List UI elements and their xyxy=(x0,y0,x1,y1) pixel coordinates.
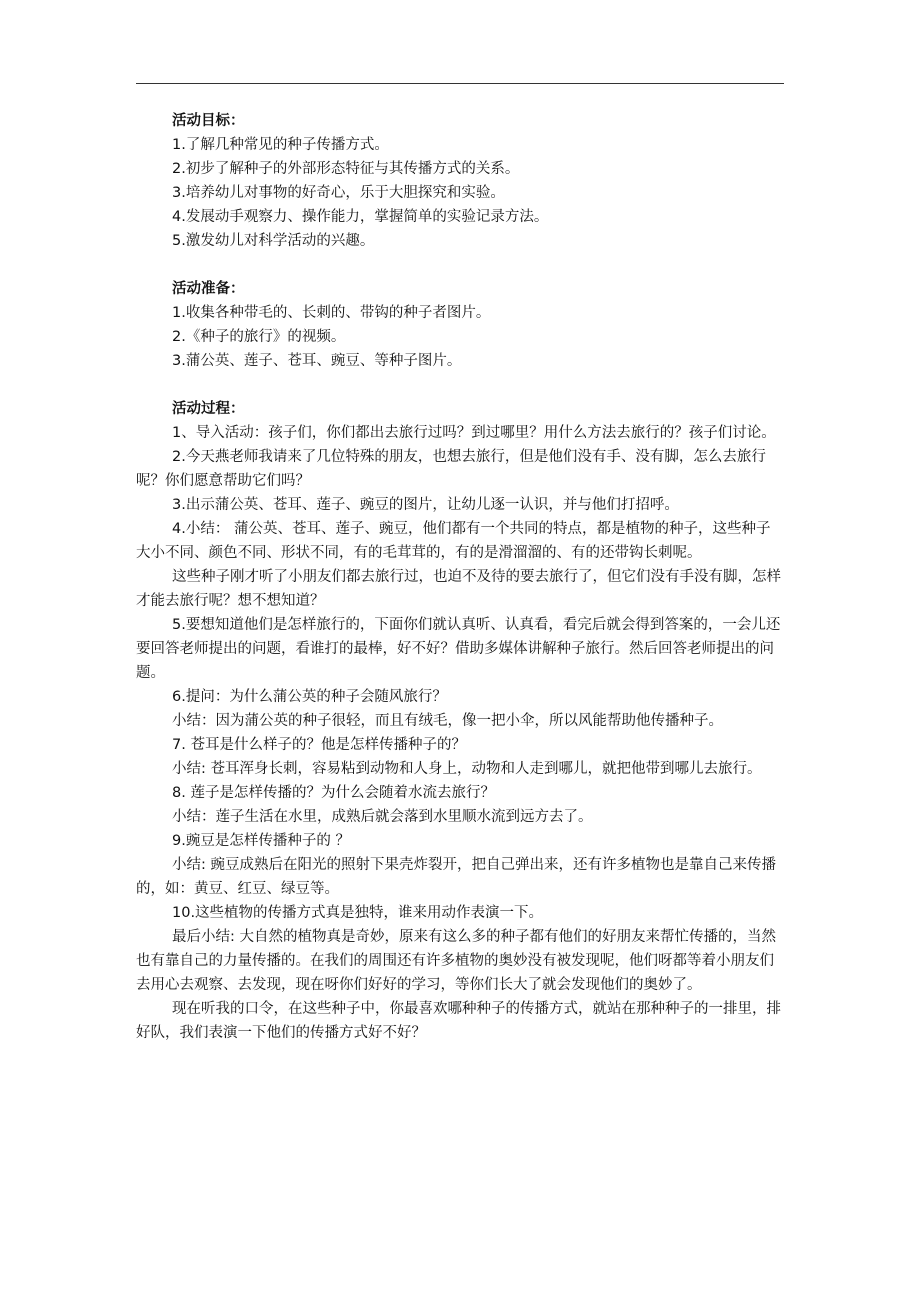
process-paragraph: 小结: 苍耳浑身长刺，容易粘到动物和人身上，动物和人走到哪儿，就把他带到哪儿去旅行。 xyxy=(172,761,762,777)
process-paragraph: 5.要想知道他们是怎样旅行的，下面你们就认真听、认真看，看完后就会得到答案的，一会儿还要回答老师提出的问题，看谁打的最棒，好不好？借助多媒体讲解种子旅行。然后回答老师提出的问题。 xyxy=(136,617,781,681)
goal-item: 4.发展动手观察力、操作能力，掌握简单的实验记录方法。 xyxy=(172,209,549,225)
goals-heading: 活动目标： xyxy=(172,113,245,129)
goal-item: 3.培养幼儿对事物的好奇心，乐于大胆探究和实验。 xyxy=(172,185,505,201)
process-paragraph: 8. 莲子是怎样传播的？为什么会随着水流去旅行？ xyxy=(172,785,495,801)
header-rule xyxy=(136,83,784,84)
prep-item: 2.《种子的旅行》的视频。 xyxy=(172,329,346,345)
process-paragraph: 2.今天燕老师我请来了几位特殊的朋友，也想去旅行，但是他们没有手、没有脚，怎么去旅行呢？你们愿意帮助它们吗？ xyxy=(136,449,766,489)
process-paragraph: 小结：因为蒲公英的种子很轻，而且有绒毛，像一把小伞，所以风能帮助他传播种子。 xyxy=(172,713,723,729)
prep-item: 3.蒲公英、莲子、苍耳、豌豆、等种子图片。 xyxy=(172,353,462,369)
process-paragraph: 3.出示蒲公英、苍耳、莲子、豌豆的图片，让幼儿逐一认识，并与他们打招呼。 xyxy=(172,497,679,513)
process-paragraph: 小结: 豌豆成熟后在阳光的照射下果壳炸裂开，把自己弹出来，还有许多植物也是靠自己来传播的，如：黄豆、红豆、绿豆等。 xyxy=(136,857,776,897)
process-paragraph: 4.小结： 蒲公英、苍耳、莲子、豌豆，他们都有一个共同的特点，都是植物的种子，这些种子大小不同、颜色不同、形状不同，有的毛茸茸的，有的是滑溜溜的、有的还带钩长刺呢。 xyxy=(136,521,771,561)
prep-heading: 活动准备： xyxy=(172,281,245,297)
process-paragraph: 最后小结: 大自然的植物真是奇妙，原来有这么多的种子都有他们的好朋友来帮忙传播的，当然也有靠自己的力量传播的。在我们的周围还有许多植物的奥妙没有被发现呢，他们呀都等着小朋友们去用心去观察、去发现，现在呀你们好好的学习，等你们长大了就会发现他们的奥妙了。 xyxy=(136,929,776,993)
process-paragraph: 这些种子刚才听了小朋友们都去旅行过，也迫不及待的要去旅行了，但它们没有手没有脚，怎样才能去旅行呢？想不想知道？ xyxy=(136,569,781,609)
process-paragraph: 6.提问：为什么蒲公英的种子会随风旅行？ xyxy=(172,689,447,705)
goal-item: 2.初步了解种子的外部形态特征与其传播方式的关系。 xyxy=(172,161,520,177)
goal-item: 1.了解几种常见的种子传播方式。 xyxy=(172,137,389,153)
process-paragraph: 10.这些植物的传播方式真是独特，谁来用动作表演一下。 xyxy=(172,905,544,921)
process-heading: 活动过程： xyxy=(172,401,245,417)
prep-item: 1.收集各种带毛的、长刺的、带钩的种子者图片。 xyxy=(172,305,491,321)
process-paragraph: 小结：莲子生活在水里，成熟后就会落到水里顺水流到远方去了。 xyxy=(172,809,593,825)
process-paragraph: 9.豌豆是怎样传播种子的 ？ xyxy=(172,833,350,849)
process-paragraph: 1、导入活动：孩子们，你们都出去旅行过吗？到过哪里？用什么方法去旅行的？孩子们讨论。 xyxy=(172,425,776,441)
process-paragraph: 7. 苍耳是什么样子的？他是怎样传播种子的？ xyxy=(172,737,466,753)
process-paragraph: 现在听我的口令，在这些种子中，你最喜欢哪种种子的传播方式，就站在那种种子的一排里，排好队，我们表演一下他们的传播方式好不好？ xyxy=(136,1001,781,1041)
document-body xyxy=(136,109,802,1045)
goal-item: 5.激发幼儿对科学活动的兴趣。 xyxy=(172,233,375,249)
